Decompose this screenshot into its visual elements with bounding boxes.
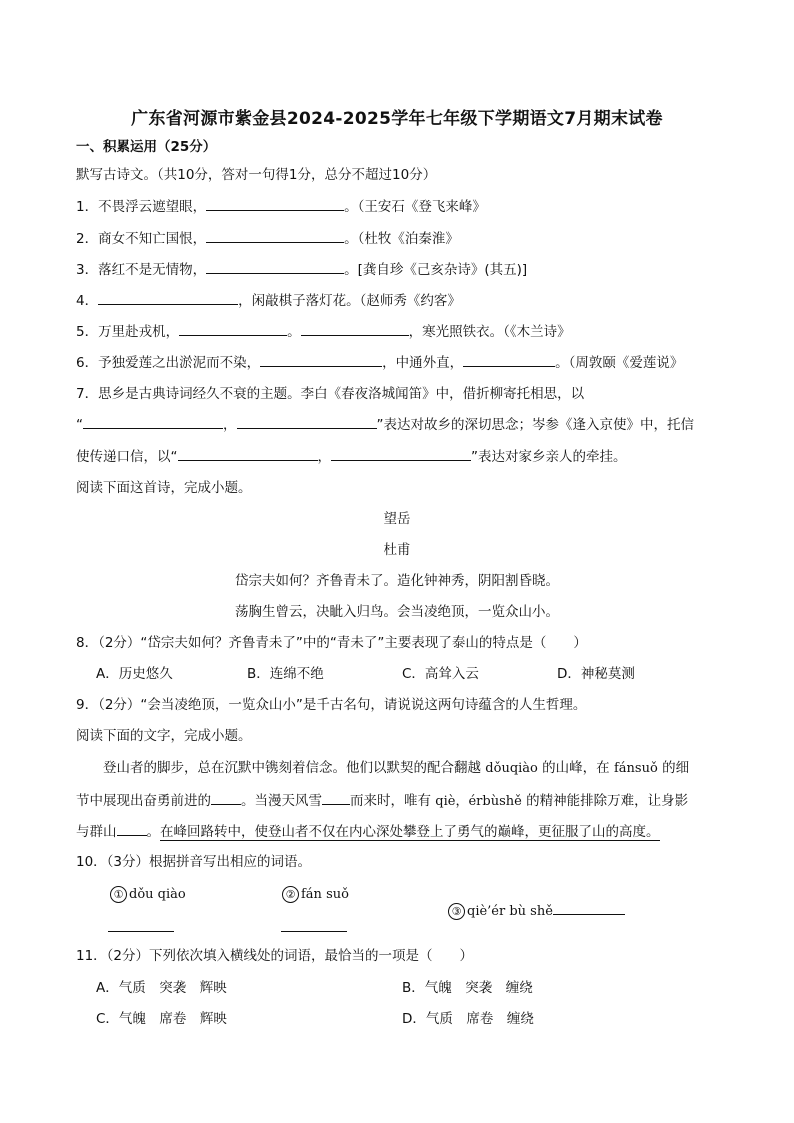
q6-mid: ，中通外直，	[382, 355, 464, 371]
q3-number: 3．	[76, 262, 99, 278]
pinyin-item-3	[448, 900, 625, 922]
q3-source: 。[龚自珍《己亥杂诗》(其五)]	[344, 262, 528, 278]
q4-source: ，闲敲棋子落灯花。（赵师秀《约客》	[238, 293, 461, 309]
q1-number: 1．	[76, 199, 99, 215]
pinyin: qiè’ér bù shě	[467, 904, 553, 919]
answer-blank[interactable]	[179, 321, 287, 336]
answer-blank[interactable]	[463, 352, 555, 367]
question-1	[76, 196, 486, 217]
q7-text-head: 使传递口信，以“	[76, 449, 178, 465]
q4-number: 4．	[76, 293, 99, 309]
comma: ，	[223, 417, 237, 433]
option-c[interactable]: C．高耸入云	[402, 666, 479, 682]
passage-text: 节中展现出奋勇前进的	[76, 793, 211, 809]
option-d[interactable]: D．气质 席卷 缠绕	[402, 1011, 534, 1027]
answer-blank[interactable]	[83, 414, 223, 429]
question-8: 8．（2分）“岱宗夫如何？齐鲁青未了”中的“青未了”主要表现了泰山的特点是（ ）	[76, 635, 587, 651]
answer-blank[interactable]	[322, 790, 350, 805]
question-9: 9．（2分）“会当凌绝顶，一览众山小”是千古名句，请说说这两句诗蕴含的人生哲理。	[76, 697, 587, 713]
q5-period: 。	[287, 324, 301, 340]
passage-text: 与群山	[76, 824, 117, 840]
passage-text: 。	[146, 824, 160, 840]
option-b[interactable]: B．气魄 突袭 缠绕	[402, 980, 533, 996]
question-5	[76, 321, 571, 342]
passage-text: 的精神能排除万难，让身影	[526, 793, 689, 809]
answer-blank[interactable]	[237, 414, 377, 429]
circled-number: ①	[110, 886, 127, 903]
pinyin: fánsuǒ	[613, 761, 658, 776]
answer-blank[interactable]	[281, 930, 347, 932]
poem-title: 望岳	[383, 511, 411, 527]
pinyin: fán suǒ	[301, 887, 349, 902]
answer-blank[interactable]	[98, 290, 238, 305]
answer-blank[interactable]	[260, 352, 382, 367]
question-7-line1: 7．思乡是古典诗词经久不衰的主题。李白《春夜洛城闻笛》中，借折柳寄托相思，以	[76, 386, 585, 402]
question-11: 11．（2分）下列依次填入横线处的词语，最恰当的一项是（ ）	[76, 948, 474, 964]
q3-text: 落红不是无情物，	[98, 262, 207, 278]
pinyin: qiè，érbùshě	[435, 794, 522, 809]
option-a[interactable]: A．气质 突袭 辉映	[96, 980, 227, 996]
question-7-line3	[76, 446, 627, 467]
q6-text: 予独爱莲之出淤泥而不染，	[98, 355, 261, 371]
option-c[interactable]: C．气魄 席卷 辉映	[96, 1011, 227, 1027]
question-2	[76, 228, 459, 249]
q5-number: 5．	[76, 324, 99, 340]
passage-line	[76, 790, 688, 812]
question-10: 10．（3分）根据拼音写出相应的词语。	[76, 854, 312, 870]
pinyin-item-1	[110, 884, 186, 905]
poem-author: 杜甫	[383, 542, 411, 558]
circled-number: ③	[448, 903, 465, 920]
answer-blank[interactable]	[178, 446, 318, 461]
question-6	[76, 352, 683, 373]
question-4	[76, 290, 461, 311]
q7-text-tail: ”表达对故乡的深切思念；岑参《逢入京使》中，托信	[376, 417, 694, 433]
answer-blank[interactable]	[108, 930, 174, 932]
poem-line: 岱宗夫如何？齐鲁青未了。造化钟神秀，阴阳割昏晓。	[235, 573, 559, 589]
answer-blank[interactable]	[206, 259, 344, 274]
question-3	[76, 259, 527, 280]
passage-text: 登山者的脚步，总在沉默中镌刻着信念。他们以默契的配合翻越	[103, 760, 481, 776]
instructions: 默写古诗文。（共10分，答对一句得1分，总分不超过10分）	[76, 167, 437, 183]
passage-text: 的山峰，在	[542, 760, 610, 776]
passage-text: 。当漫天风雪	[241, 793, 322, 809]
q5-text: 万里赴戎机，	[98, 324, 180, 340]
answer-blank[interactable]	[301, 321, 409, 336]
option-d[interactable]: D．神秘莫测	[557, 666, 635, 682]
q2-source: 。（杜牧《泊秦淮》	[344, 231, 459, 247]
question-7-line2	[76, 414, 694, 435]
answer-blank[interactable]	[211, 790, 241, 805]
answer-blank[interactable]	[206, 228, 344, 243]
answer-blank[interactable]	[206, 196, 344, 211]
comma: ，	[317, 449, 331, 465]
reading-instruction: 阅读下面的文字，完成小题。	[76, 728, 252, 744]
pinyin: dǒuqiào	[485, 761, 538, 776]
answer-blank[interactable]	[331, 446, 471, 461]
circled-number: ②	[282, 886, 299, 903]
answer-blank[interactable]	[553, 900, 625, 915]
underlined-sentence: 在峰回路转中，使登山者不仅在内心深处攀登上了勇气的巅峰，更征服了山的高度。	[160, 824, 660, 840]
option-b[interactable]: B．连绵不绝	[247, 666, 324, 682]
section-heading: 一、积累运用（25分）	[76, 139, 217, 155]
reading-instruction: 阅读下面这首诗，完成小题。	[76, 480, 252, 496]
passage-text: 的细	[662, 760, 690, 776]
q1-source: 。（王安石《登飞来峰》	[344, 199, 486, 215]
q5-source: ，寒光照铁衣。（《木兰诗》	[408, 324, 571, 340]
pinyin-item-2	[282, 884, 349, 905]
q1-text: 不畏浮云遮望眼，	[98, 199, 207, 215]
passage-text: 而来时，唯有	[350, 793, 431, 809]
q6-source: 。（周敦颐《爱莲说》	[555, 355, 684, 371]
poem-line: 荡胸生曾云，决眦入归鸟。会当凌绝顶，一览众山小。	[235, 604, 559, 620]
passage-line	[103, 758, 689, 779]
pinyin: dǒu qiào	[129, 887, 186, 902]
q6-number: 6．	[76, 355, 99, 371]
answer-blank[interactable]	[117, 821, 147, 836]
q2-number: 2．	[76, 231, 99, 247]
exam-title: 广东省河源市紫金县2024-2025学年七年级下学期语文7月期末试卷	[131, 109, 663, 129]
option-a[interactable]: A．历史悠久	[96, 666, 173, 682]
passage-line	[76, 821, 660, 842]
q7-text-end: ”表达对家乡亲人的牵挂。	[471, 449, 627, 465]
q2-text: 商女不知亡国恨，	[98, 231, 207, 247]
open-quote: “	[76, 417, 83, 433]
